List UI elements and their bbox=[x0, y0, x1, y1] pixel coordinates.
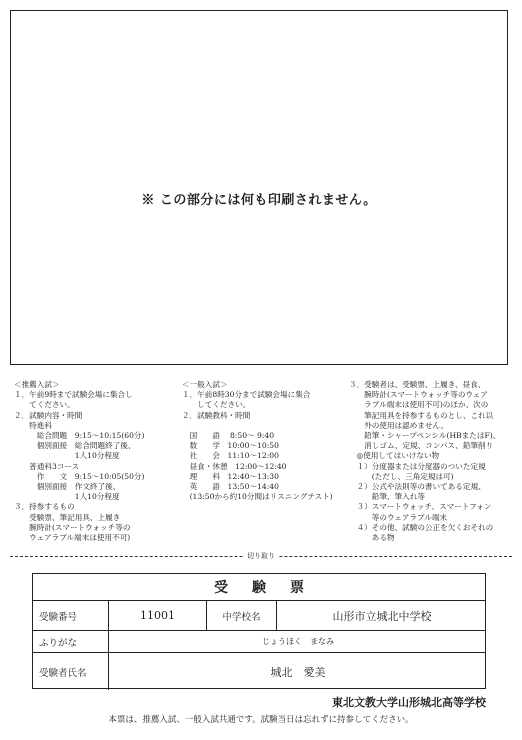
col3-line: ラブル端末は使用不可)のほか、次の bbox=[349, 400, 489, 410]
col2-line: (13:50から約10分間はリスニングテスト) bbox=[182, 492, 333, 502]
jhs-label: 中学校名 bbox=[206, 601, 276, 630]
col2-line: 昼食・休憩 12:00～12:40 bbox=[182, 461, 287, 471]
col3-line: (ただし、三角定規は可) bbox=[349, 471, 454, 481]
col1-line: 1人10分程度 bbox=[14, 492, 120, 502]
col3-line: ３）スマートウォッチ、スマートフォン bbox=[349, 502, 492, 512]
school-name: 東北文教大学山形城北高等学校 bbox=[332, 696, 486, 709]
col1-line: 作 文 9:15～10:05(50分) bbox=[14, 471, 145, 481]
col3-line: 等のウェアラブル端末 bbox=[349, 512, 448, 522]
col3-line: 鉛筆・シャープペンシル(HBまたはF)、 bbox=[349, 431, 501, 441]
blank-print-area bbox=[10, 10, 508, 365]
exam-number-label: 受験番号 bbox=[39, 611, 78, 623]
col2-line: 理 科 12:40～13:30 bbox=[182, 471, 279, 481]
col3-line: ◎使用してはいけない物 bbox=[349, 451, 440, 461]
recommend-exam-instructions bbox=[14, 380, 144, 543]
col2-line: ＜一般入試＞ bbox=[182, 380, 228, 389]
col3-line: 消しゴム、定規、コンパス、鉛筆削り bbox=[349, 441, 494, 451]
col1-line: ２．試験内容・時間 bbox=[14, 410, 83, 420]
col1-line: ウェアラブル端末は使用不可) bbox=[14, 533, 131, 543]
jhs-name: 山形市立城北中学校 bbox=[276, 601, 487, 630]
cut-label: 切り取り bbox=[0, 551, 522, 561]
footer-note: 本票は、推薦入試、一般入試共通です。試験当日は忘れずに持参してください。 bbox=[108, 715, 414, 725]
exam-number: 11001 bbox=[108, 601, 206, 630]
exam-ticket bbox=[32, 573, 486, 689]
ticket-number-row bbox=[33, 601, 485, 631]
col1-line: １．午前9時まで試験会場に集合し bbox=[14, 390, 133, 400]
col1-line: 個別面接 総合問題終了後、 bbox=[14, 441, 136, 451]
col2-line: ２．試験教科・時間 bbox=[182, 410, 251, 420]
col3-line: ２）公式や法則等の書いてある定規、 bbox=[349, 482, 486, 492]
ticket-title: 受験票 bbox=[214, 580, 328, 596]
col3-line: １）分度器または分度器のついた定規 bbox=[349, 461, 486, 471]
col3-line: 鉛筆、筆入れ等 bbox=[349, 492, 425, 502]
col1-line: ３．持参するもの bbox=[14, 502, 75, 512]
ticket-title-row bbox=[33, 574, 485, 601]
col3-line: ある物 bbox=[349, 533, 395, 543]
furigana-value: じょうほく まなみ bbox=[108, 631, 487, 652]
col1-line: 1人10分程度 bbox=[14, 451, 120, 461]
col2-line: 国 語 8:50～ 9:40 bbox=[182, 431, 275, 441]
col1-line: 腕時計(スマートウォッチ等の bbox=[14, 522, 131, 532]
col1-line: ＜推薦入試＞ bbox=[14, 380, 60, 389]
col3-line: 外の使用は認めません。 bbox=[349, 420, 449, 430]
col3-line: 腕時計(スマートウォッチ等のウェア bbox=[349, 390, 488, 400]
general-exam-instructions bbox=[182, 380, 333, 502]
name-label: 受験者氏名 bbox=[39, 667, 87, 679]
ticket-furigana-row bbox=[33, 631, 485, 653]
col3-line: ３．受験者は、受験票、上履き、昼食、 bbox=[349, 380, 486, 389]
col2-line: １．午前8時30分まで試験会場に集合 bbox=[182, 390, 311, 400]
col2-line bbox=[182, 421, 333, 431]
col3-line: ４）その他、試験の公正を欠くおそれの bbox=[349, 522, 494, 532]
col1-line: てください。 bbox=[14, 400, 75, 410]
col2-line: 数 学 10:00～10:50 bbox=[182, 441, 279, 451]
col2-line: 英 語 13:50～14:40 bbox=[182, 482, 279, 492]
col1-line: 個別面接 作文終了後、 bbox=[14, 482, 121, 492]
examinee-name: 城北 愛美 bbox=[108, 653, 487, 690]
col2-line: してください。 bbox=[182, 400, 251, 410]
col1-line: 普通科3コース bbox=[14, 461, 80, 471]
items-instructions bbox=[349, 380, 500, 543]
col2-line: 社 会 11:10～12:00 bbox=[182, 451, 279, 461]
no-print-notice: ※ この部分には何も印刷されません。 bbox=[141, 193, 377, 208]
col1-line: 受験票、筆記用具、上履き bbox=[14, 512, 121, 522]
col3-line: 筆記用具を持参するものとし、これ以 bbox=[349, 410, 494, 420]
ticket-name-row bbox=[33, 653, 485, 690]
col1-line: 特進科 bbox=[14, 420, 52, 430]
furigana-label: ふりがな bbox=[39, 637, 78, 649]
col1-line: 総合問題 9:15～10:15(60分) bbox=[14, 431, 145, 441]
